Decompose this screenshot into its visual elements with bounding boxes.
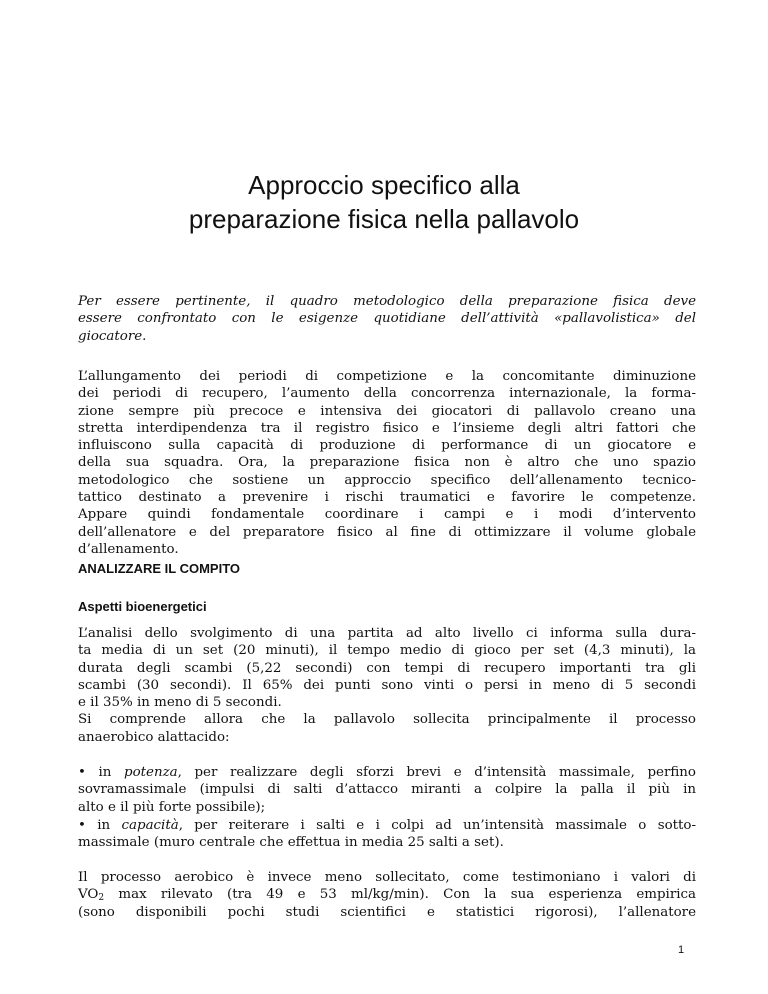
paragraph-line: anaerobico alattacido:	[78, 729, 230, 745]
paragraph-line: Appare quindi fondamentale coordinare i campi e i modi d’intervento	[78, 507, 696, 523]
paragraph-line: dell’allenatore e del preparatore fisico al fine di ottimizzare il volume globale	[78, 524, 696, 540]
paragraph-2	[78, 625, 696, 746]
paragraph-line: influiscono sulla capacità di produzione di performance di un giocatore e	[78, 438, 696, 454]
document-title	[60, 168, 708, 236]
title-line-2: preparazione fisica nella pallavolo	[188, 204, 580, 234]
intro-line: Per essere pertinente, il quadro metodologico della preparazione fisica deve	[78, 294, 696, 309]
paragraph-line: metodologico che sostiene un approccio specifico dell’allenamento tecnico-	[78, 472, 696, 488]
page-number: 1	[678, 944, 685, 956]
intro-line: giocatore.	[78, 328, 147, 344]
bullet-line: sovramassimale (impulsi di salti d’attacco miranti a colpire la palla il più in	[78, 782, 696, 798]
paragraph-line	[78, 886, 696, 903]
paragraph-line: ta media di un set (20 minuti), il tempo medio di gioco per set (4,3 minuti), la	[78, 643, 696, 659]
bullet-emphasis: capacità	[121, 818, 179, 833]
vo2-subscript: 2	[98, 893, 105, 904]
paragraph-line: (sono disponibili pochi studi scientifici e statistici rigorosi), l’allenatore	[78, 904, 696, 920]
paragraph-line: della sua squadra. Ora, la preparazione fisica non è altro che uno spazio	[78, 455, 696, 471]
paragraph-line: L’allungamento dei periodi di competizione e la concomitante diminuzione	[78, 369, 696, 384]
intro-paragraph	[78, 293, 696, 345]
bullet-potenza	[78, 764, 696, 816]
bullet-emphasis: potenza	[124, 765, 178, 780]
paragraph-line: tattico destinato a prevenire i rischi traumatici e favorire le competenze.	[78, 490, 696, 506]
vo2-label: VO	[78, 887, 99, 903]
paragraph-line: stretta interdipendenza tra il registro fisico e l’insieme degli altri fattori che	[78, 420, 696, 436]
title-line-1: Approccio specifico alla	[248, 170, 520, 200]
bullet-text: , per realizzare degli sforzi brevi e d’intensità massimale, perfino	[177, 765, 696, 780]
bullet-capacita	[78, 817, 696, 852]
paragraph-line: d’allenamento.	[78, 541, 179, 557]
intro-line: essere confrontato con le esigenze quotidiane dell’attività «pallavolistica» del	[78, 311, 696, 327]
bullet-line: massimale (muro centrale che effettua in media 25 salti a set).	[78, 835, 504, 851]
bullet-line	[78, 817, 696, 834]
subsection-heading: Aspetti bioenergetici	[78, 599, 207, 614]
paragraph-line: dei periodi di recupero, l’aumento della concorrenza internazionale, la forma-	[78, 386, 696, 402]
bullet-prefix: • in	[78, 765, 125, 780]
bullet-prefix: • in	[78, 818, 122, 833]
paragraph-line: Il processo aerobico è invece meno sollecitato, come testimoniano i valori di	[78, 870, 696, 885]
paragraph-line: zione sempre più precoce e intensiva dei giocatori di pallavolo creano una	[78, 403, 696, 419]
paragraph-text: max rilevato (tra 49 e 53 ml/kg/min). Con la sua esperienza empirica	[104, 887, 696, 903]
section-heading: ANALIZZARE IL COMPITO	[78, 561, 241, 576]
bullet-text: , per reiterare i salti e i colpi ad un’intensità massimale o sotto-	[178, 818, 697, 833]
paragraph-line: L’analisi dello svolgimento di una partita ad alto livello ci informa sulla dura-	[78, 626, 696, 641]
bullet-line	[78, 764, 696, 781]
paragraph-line: e il 35% in meno di 5 secondi.	[78, 695, 282, 711]
paragraph-line: durata degli scambi (5,22 secondi) con tempi di recupero importanti tra gli	[78, 660, 696, 676]
bullet-line: alto e il più forte possibile);	[78, 799, 266, 815]
paragraph-line: scambi (30 secondi). Il 65% dei punti sono vinti o persi in meno di 5 secondi	[78, 677, 696, 693]
paragraph-1	[78, 368, 696, 558]
paragraph-3	[78, 869, 696, 921]
paragraph-line: Si comprende allora che la pallavolo sollecita principalmente il processo	[78, 712, 696, 728]
